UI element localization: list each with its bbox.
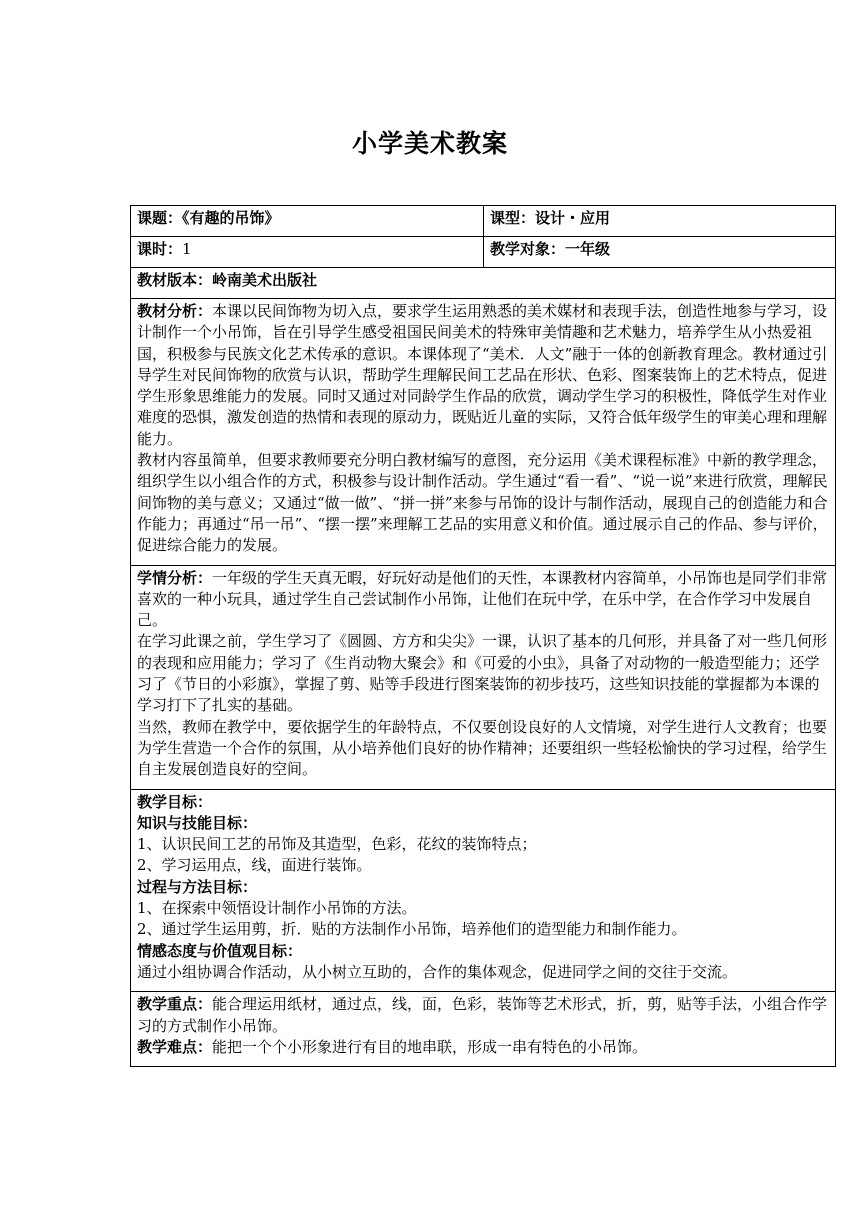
learner-label: 学情分析：	[137, 568, 213, 587]
emotion-title: 情感态度与价值观目标：	[137, 941, 303, 960]
goals-label: 教学目标：	[137, 792, 213, 811]
difficult-point-label: 教学难点：	[137, 1037, 213, 1056]
analysis-para-2: 教材内容虽简单，但要求教师要充分明白教材编写的意图，充分运用《美术课程标准》中新的教学理念，组织学生以小组合作的方式，积极参与设计制作活动。学生通过“看一看”、“说一说”来进行欣赏，理解民间饰物的美与意义；又通过“做一做”、“拼一拼”来参与吊饰的设计与制作活动，展现自己的创造能力和合作能力；再通过“吊一吊”、“摆一摆”来理解工艺品的实用意义和价值。通过展示自己的作品、参与评价，促进综合能力的发展。	[137, 451, 828, 555]
hours-label: 课时：	[137, 240, 183, 258]
table-row-edition	[131, 268, 836, 299]
hours-value: 1	[182, 240, 192, 258]
topic-cell	[131, 206, 484, 237]
edition-cell	[131, 268, 836, 299]
analysis-text-1: 本课以民间饰物为切入点，要求学生运用熟悉的美术媒材和表现手法，创造性地参与学习，设计制作一个小吊饰，旨在引导学生感受祖国民间美术的特殊审美情趣和艺术魅力，培养学生从小热爱祖国，积极参与民族文化艺术传承的意识。本课体现了“美术．人文”融于一体的创新教育理念。教材通过引导学生对民间饰物的欣赏与认识，帮助学生理解民间工艺品在形状、色彩、图案装饰上的艺术特点，促进学生形象思维能力的发展。同时又通过对同龄学生作品的欣赏，调动学生学习的积极性，降低学生对作业难度的恐惧，激发创造的热情和表现的原动力，既贴近儿童的实际，又符合低年级学生的审美心理和理解能力。	[137, 302, 828, 448]
table-row-focus	[131, 992, 836, 1067]
target-cell	[484, 237, 836, 268]
process-item-2: 2、通过学生运用剪，折．贴的方法制作小吊饰，培养他们的造型能力和制作能力。	[137, 920, 687, 939]
table-row-goals	[131, 789, 836, 992]
knowledge-title: 知识与技能目标：	[137, 813, 258, 832]
analysis-cell	[131, 299, 836, 566]
hours-cell	[131, 237, 484, 268]
difficult-point	[137, 1037, 829, 1058]
key-point-label: 教学重点：	[137, 995, 213, 1014]
key-point	[137, 994, 829, 1037]
difficult-point-text: 能把一个个小形象进行有目的地串联，形成一串有特色的小吊饰。	[212, 1037, 648, 1056]
target-label: 教学对象：	[490, 240, 566, 258]
analysis-label: 教材分析：	[137, 302, 213, 320]
learner-para-3: 当然，教师在教学中，要依据学生的年龄特点，不仅要创设良好的人文情境，对学生进行人文教育；也要为学生营造一个合作的氛围，从小培养他们良好的协作精神；还要组织一些轻松愉快的学习过程，给学生自主发展创造良好的空间。	[137, 717, 828, 779]
type-value: 设计・应用	[535, 209, 611, 227]
learner-cell	[131, 565, 836, 789]
focus-cell	[131, 992, 836, 1067]
analysis-para-1	[137, 301, 829, 450]
lesson-plan-table	[130, 205, 836, 1067]
process-title: 过程与方法目标：	[137, 877, 258, 896]
target-value: 一年级	[565, 240, 611, 258]
table-row-topic	[131, 206, 836, 237]
edition-value: 岭南美术出版社	[212, 271, 318, 289]
goals-cell	[131, 789, 836, 992]
table-row-analysis	[131, 299, 836, 566]
topic-value: 《有趣的吊饰》	[182, 209, 280, 227]
knowledge-item-1: 1、认识民间工艺的吊饰及其造型，色彩，花纹的装饰特点；	[137, 835, 537, 854]
table-row-learner	[131, 565, 836, 789]
edition-label: 教材版本：	[137, 271, 213, 289]
learner-text-1: 一年级的学生天真无暇，好玩好动是他们的天性，本课教材内容简单，小吊饰也是同学们非常喜欢的一种小玩具，通过学生自己尝试制作小吊饰，让他们在玩中学，在乐中学，在合作学习中发展自己。	[137, 568, 828, 630]
topic-label: 课题：	[137, 209, 183, 227]
key-point-text: 能合理运用纸材，通过点，线，面，色彩，装饰等艺术形式，折，剪，贴等手法，小组合作学习的方式制作小吊饰。	[137, 995, 828, 1035]
page-title: 小学美术教案	[351, 129, 508, 158]
type-label: 课型：	[490, 209, 536, 227]
type-cell	[484, 206, 836, 237]
knowledge-item-2: 2、学习运用点，线，面进行装饰。	[137, 856, 372, 875]
learner-para-2: 在学习此课之前，学生学习了《圆圆、方方和尖尖》一课，认识了基本的几何形，并具备了对一些几何形的表现和应用能力；学习了《生肖动物大聚会》和《可爱的小虫》，具备了对动物的一般造型能力；还学习了《节日的小彩旗》，掌握了剪、贴等手段进行图案装饰的初步技巧，这些知识技能的掌握都为本课的学习打下了扎实的基础。	[137, 632, 828, 715]
process-item-1: 1、在探索中领悟设计制作小吊饰的方法。	[137, 899, 417, 918]
learner-para-1	[137, 568, 829, 632]
table-row-hours	[131, 237, 836, 268]
emotion-item-1: 通过小组协调合作活动，从小树立互助的，合作的集体观念，促进同学之间的交往于交流。	[137, 962, 738, 981]
